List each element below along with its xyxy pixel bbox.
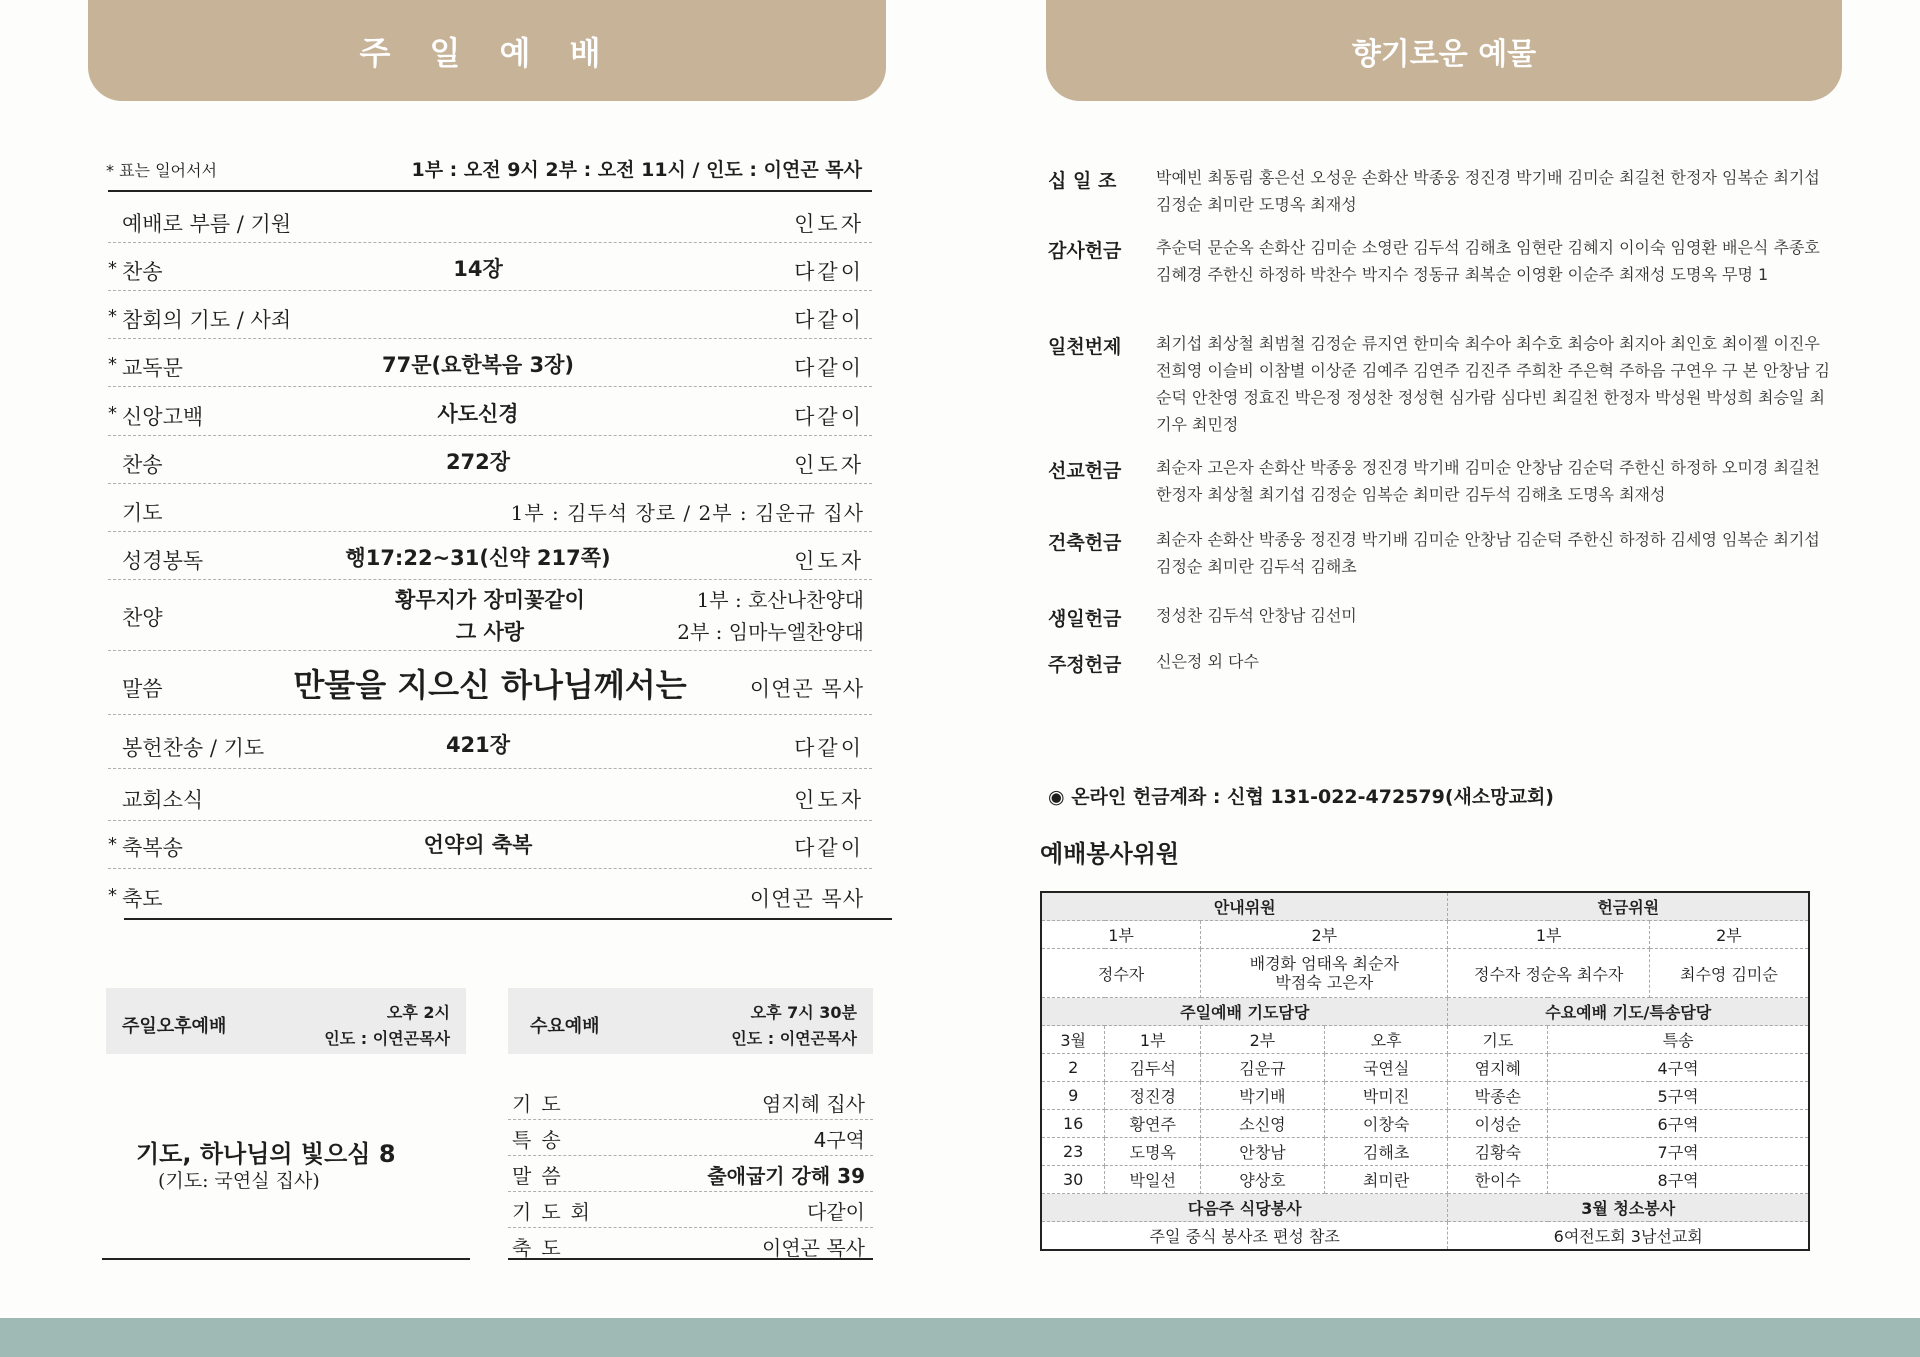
duty-row bbox=[1041, 1082, 1809, 1110]
duty-1bu: 정진경 bbox=[1105, 1082, 1201, 1110]
wednesday-row-label: 축도 bbox=[512, 1236, 571, 1260]
duty-2bu: 소신영 bbox=[1201, 1110, 1325, 1138]
offering-p2-names: 최수영 김미순 bbox=[1649, 949, 1809, 998]
order-label: 봉헌찬송 / 기도 bbox=[122, 736, 265, 760]
order-detail: 14장 bbox=[453, 257, 503, 281]
duty-date: 30 bbox=[1041, 1166, 1105, 1194]
order-row bbox=[108, 822, 872, 869]
order-leader: 인도자 bbox=[794, 549, 864, 573]
offering-p1-names: 정수자 정순옥 최수자 bbox=[1448, 949, 1649, 998]
order-leader: 다같이 bbox=[794, 356, 864, 380]
prayer-duty-header: 주일예배 기도담당 bbox=[1041, 998, 1448, 1026]
order-row bbox=[108, 344, 872, 387]
afternoon-time: 오후 2시 bbox=[386, 1003, 450, 1022]
duty-afternoon: 최미란 bbox=[1324, 1166, 1448, 1194]
offering-label: 건축헌금 bbox=[1048, 532, 1122, 554]
order-top-rule bbox=[108, 190, 872, 192]
order-bottom-rule bbox=[124, 918, 892, 920]
stand-marker: * bbox=[108, 834, 117, 855]
wednesday-row bbox=[508, 1156, 873, 1192]
col-prayer: 기도 bbox=[1448, 1026, 1548, 1054]
order-leader: 인도자 bbox=[794, 788, 864, 812]
order-detail: 사도신경 bbox=[437, 402, 519, 426]
order-detail: 77문(요한복음 3장) bbox=[381, 353, 575, 377]
stand-marker: * bbox=[108, 354, 117, 375]
wednesday-row-label: 기도 bbox=[512, 1092, 571, 1116]
standing-note: * 표는 일어서서 bbox=[106, 161, 217, 180]
online-account: ◉ 온라인 헌금계좌 : 신협 131-022-472579(새소망교회) bbox=[1048, 786, 1554, 808]
duty-1bu: 김두석 bbox=[1105, 1054, 1201, 1082]
anthem-song-1: 황무지가 장미꽃같이 bbox=[395, 588, 585, 612]
duty-row bbox=[1041, 1054, 1809, 1082]
stand-marker: * bbox=[108, 403, 117, 424]
wednesday-title: 수요예배 bbox=[530, 1016, 600, 1037]
duty-afternoon: 국연실 bbox=[1324, 1054, 1448, 1082]
order-leader: 다같이 bbox=[794, 260, 864, 284]
wednesday-row bbox=[508, 1192, 873, 1228]
order-label: 축도 bbox=[122, 887, 163, 911]
offering-label: 일천번제 bbox=[1048, 336, 1122, 358]
afternoon-header bbox=[106, 988, 466, 1054]
offering-names: 정성찬 김두석 안창남 김선미 bbox=[1156, 606, 1357, 625]
duty-special-song: 8구역 bbox=[1548, 1166, 1809, 1194]
order-leader: 다같이 bbox=[794, 405, 864, 429]
guide-p1: 1부 bbox=[1041, 921, 1201, 949]
service-committee-table bbox=[1040, 891, 1810, 1251]
duty-row bbox=[1041, 1110, 1809, 1138]
clean-value: 6여전도회 3남선교회 bbox=[1448, 1222, 1809, 1251]
order-row bbox=[108, 296, 872, 339]
order-label: 축복송 bbox=[122, 836, 183, 860]
order-detail: 421장 bbox=[445, 733, 511, 757]
anthem-choir-1: 1부 : 호산나찬양대 bbox=[696, 588, 864, 612]
guide-header: 안내위원 bbox=[1041, 892, 1448, 921]
guide-p1-names: 정수자 bbox=[1041, 949, 1201, 998]
meal-value: 주일 중식 봉사조 편성 참조 bbox=[1041, 1222, 1448, 1251]
service-time-info: 1부 : 오전 9시 2부 : 오전 11시 / 인도 : 이연곤 목사 bbox=[411, 159, 862, 181]
order-leader: 1부 : 김두석 장로 / 2부 : 김운규 집사 bbox=[510, 501, 864, 525]
guide-p2-names-line1: 배경화 엄태옥 최순자 bbox=[1249, 954, 1399, 973]
order-label: 교회소식 bbox=[122, 788, 204, 812]
order-label: 성경봉독 bbox=[122, 549, 204, 573]
duty-date: 16 bbox=[1041, 1110, 1105, 1138]
order-row bbox=[108, 774, 872, 821]
guide-p2-names bbox=[1201, 949, 1448, 998]
wednesday-row-label: 기도회 bbox=[512, 1200, 600, 1224]
bottom-band bbox=[0, 1318, 1920, 1357]
duty-afternoon: 박미진 bbox=[1324, 1082, 1448, 1110]
order-row bbox=[108, 200, 872, 243]
order-detail: 행17:22~31(신약 217쪽) bbox=[345, 546, 611, 570]
col-special-song: 특송 bbox=[1548, 1026, 1809, 1054]
offering-label: 생일헌금 bbox=[1048, 608, 1122, 630]
duty-row bbox=[1041, 1166, 1809, 1194]
order-label: 찬양 bbox=[122, 606, 163, 630]
order-label: 예배로 부름 / 기원 bbox=[122, 212, 292, 236]
afternoon-leader: 인도 : 이연곤목사 bbox=[324, 1029, 450, 1048]
order-leader: 인도자 bbox=[794, 212, 864, 236]
order-leader: 다같이 bbox=[794, 836, 864, 860]
afternoon-rule bbox=[102, 1258, 470, 1260]
order-leader: 다같이 bbox=[794, 736, 864, 760]
wednesday-row-label: 특송 bbox=[512, 1128, 571, 1152]
duty-1bu: 박일선 bbox=[1105, 1166, 1201, 1194]
order-row bbox=[108, 393, 872, 436]
duty-2bu: 김운규 bbox=[1201, 1054, 1325, 1082]
order-label: 신앙고백 bbox=[122, 405, 204, 429]
sermon-title: 만물을 지으신 하나님께서는 bbox=[293, 666, 687, 704]
offering-names: 박예빈 최동림 홍은선 오성운 손화산 박종웅 정진경 박기배 김미순 최길천 한정자 임복순 최기섭 김정순 최미란 도명옥 최재성 bbox=[1156, 168, 1820, 214]
worship-banner: 주 일 예 배 bbox=[88, 0, 886, 101]
order-row bbox=[108, 722, 872, 769]
offering-label: 감사헌금 bbox=[1048, 240, 1122, 262]
committee-title: 예배봉사위원 bbox=[1040, 840, 1180, 868]
order-label: 말씀 bbox=[122, 677, 163, 701]
wednesday-row-label: 말씀 bbox=[512, 1164, 571, 1188]
duty-2bu: 박기배 bbox=[1201, 1082, 1325, 1110]
order-row bbox=[108, 537, 872, 580]
duty-date: 23 bbox=[1041, 1138, 1105, 1166]
duty-afternoon: 이창숙 bbox=[1324, 1110, 1448, 1138]
col-1bu: 1부 bbox=[1105, 1026, 1201, 1054]
guide-p2: 2부 bbox=[1201, 921, 1448, 949]
duty-wed-prayer: 김황숙 bbox=[1448, 1138, 1548, 1166]
order-label: 참회의 기도 / 사죄 bbox=[122, 308, 292, 332]
guide-p2-names-line2: 박점숙 고은자 bbox=[1275, 973, 1374, 992]
offering-names: 최기섭 최상철 최범철 김정순 류지연 한미숙 최수아 최수호 최승아 최지아 최인호 최이젤 이진우 전희영 이슬비 이참별 이상준 김예주 김연주 김진주 주희찬 주은혁 주하음 구연우 구 본 안창남 김순덕 안찬영 정효진 박은정 정성찬 정성현 심가람 심다빈 최길천 한정자 박성원 박성희 최승일 최기우 최민정 bbox=[1156, 334, 1830, 434]
duty-row bbox=[1041, 1138, 1809, 1166]
anthem-choir-2: 2부 : 임마누엘찬양대 bbox=[677, 620, 864, 644]
duty-1bu: 도명옥 bbox=[1105, 1138, 1201, 1166]
offering-label: 주정헌금 bbox=[1048, 654, 1122, 676]
duty-2bu: 양상호 bbox=[1201, 1166, 1325, 1194]
afternoon-prayer: (기도: 국연실 집사) bbox=[158, 1170, 320, 1192]
wednesday-row-value: 4구역 bbox=[813, 1128, 865, 1152]
order-row bbox=[108, 874, 872, 918]
duty-date: 2 bbox=[1041, 1054, 1105, 1082]
order-leader: 이연곤 목사 bbox=[749, 677, 864, 701]
duty-1bu: 황연주 bbox=[1105, 1110, 1201, 1138]
offering-names: 추순덕 문순옥 손화산 김미순 소영란 김두석 김해초 임현란 김혜지 이이숙 임영환 배은식 추종호 김혜경 주한신 하정하 박찬수 박지수 정동규 최복순 이영환 이순주 최재성 도명옥 무명 1 bbox=[1156, 238, 1820, 284]
month-header: 3월 bbox=[1041, 1026, 1105, 1054]
duty-2bu: 안창남 bbox=[1201, 1138, 1325, 1166]
order-label: 찬송 bbox=[122, 260, 163, 284]
offering-banner: 향기로운 예물 bbox=[1046, 0, 1842, 101]
order-label: 찬송 bbox=[122, 453, 163, 477]
offering-p2: 2부 bbox=[1649, 921, 1809, 949]
wed-duty-header: 수요예배 기도/특송담당 bbox=[1448, 998, 1809, 1026]
order-label: 기도 bbox=[122, 501, 163, 525]
offering-names: 최순자 고은자 손화산 박종웅 정진경 박기배 김미순 안창남 김순덕 주한신 하정하 오미경 최길천 한정자 최상철 최기섭 김정순 임복순 최미란 김두석 김해초 도명옥 최재성 bbox=[1156, 458, 1820, 504]
clean-header: 3월 청소봉사 bbox=[1448, 1194, 1809, 1222]
order-leader: 인도자 bbox=[794, 453, 864, 477]
stand-marker: * bbox=[108, 306, 117, 327]
wednesday-row-value: 이연곤 목사 bbox=[762, 1236, 865, 1260]
wednesday-row-value: 다같이 bbox=[807, 1200, 865, 1224]
order-row bbox=[108, 489, 872, 532]
offering-p1: 1부 bbox=[1448, 921, 1649, 949]
duty-special-song: 6구역 bbox=[1548, 1110, 1809, 1138]
col-afternoon: 오후 bbox=[1324, 1026, 1448, 1054]
meal-header: 다음주 식당봉사 bbox=[1041, 1194, 1448, 1222]
order-label: 교독문 bbox=[122, 356, 183, 380]
order-leader: 이연곤 목사 bbox=[749, 887, 864, 911]
order-row bbox=[108, 441, 872, 484]
duty-wed-prayer: 한이수 bbox=[1448, 1166, 1548, 1194]
order-leader: 다같이 bbox=[794, 308, 864, 332]
duty-date: 9 bbox=[1041, 1082, 1105, 1110]
duty-wed-prayer: 염지혜 bbox=[1448, 1054, 1548, 1082]
wednesday-row-value: 염지혜 집사 bbox=[762, 1092, 865, 1116]
duty-afternoon: 김해초 bbox=[1324, 1138, 1448, 1166]
duty-special-song: 5구역 bbox=[1548, 1082, 1809, 1110]
offering-header: 헌금위원 bbox=[1448, 892, 1809, 921]
order-detail: 272장 bbox=[445, 450, 511, 474]
wednesday-row-value: 출애굽기 강해 39 bbox=[707, 1164, 865, 1188]
afternoon-topic: 기도, 하나님의 빛으심 8 bbox=[136, 1140, 396, 1168]
offering-names: 최순자 손화산 박종웅 정진경 박기배 김미순 안창남 김순덕 주한신 하정하 김세영 임복순 최기섭 김정순 최미란 김두석 김해초 bbox=[1156, 530, 1820, 576]
duty-special-song: 7구역 bbox=[1548, 1138, 1809, 1166]
offering-label: 선교헌금 bbox=[1048, 460, 1122, 482]
duty-wed-prayer: 이성순 bbox=[1448, 1110, 1548, 1138]
afternoon-title: 주일오후예배 bbox=[122, 1016, 227, 1037]
order-row bbox=[108, 248, 872, 291]
stand-marker: * bbox=[108, 885, 117, 906]
wednesday-rule bbox=[508, 1258, 873, 1260]
wednesday-row bbox=[508, 1120, 873, 1156]
wednesday-row bbox=[508, 1084, 873, 1120]
offering-names: 신은정 외 다수 bbox=[1156, 652, 1259, 671]
order-detail: 언약의 축복 bbox=[423, 833, 533, 857]
duty-wed-prayer: 박종손 bbox=[1448, 1082, 1548, 1110]
wednesday-time: 오후 7시 30분 bbox=[750, 1003, 857, 1022]
wednesday-header bbox=[508, 988, 873, 1054]
wednesday-leader: 인도 : 이연곤목사 bbox=[731, 1029, 857, 1048]
col-2bu: 2부 bbox=[1201, 1026, 1325, 1054]
anthem-song-2: 그 사랑 bbox=[455, 620, 525, 644]
duty-special-song: 4구역 bbox=[1548, 1054, 1809, 1082]
stand-marker: * bbox=[108, 258, 117, 279]
offering-label: 십 일 조 bbox=[1048, 170, 1117, 192]
